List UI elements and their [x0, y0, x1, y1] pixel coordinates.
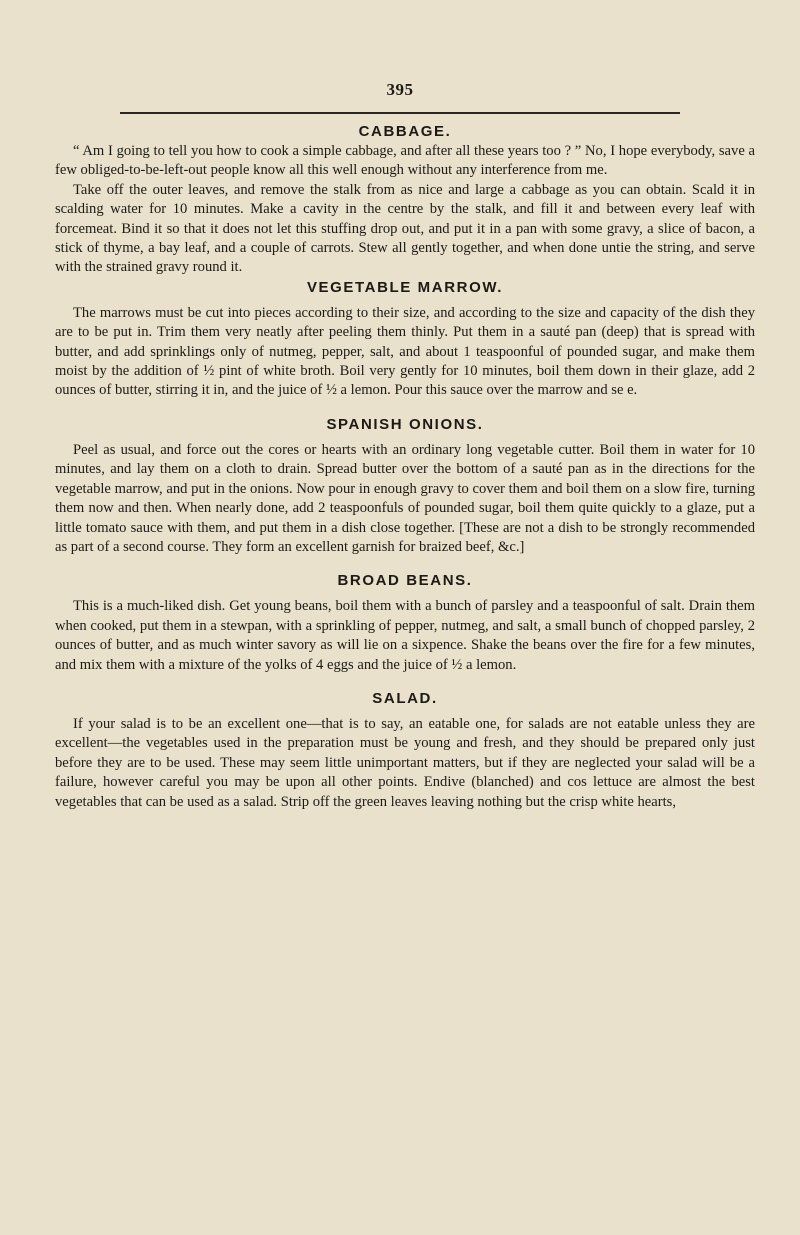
paragraph-spanish-onions: Peel as usual, and force out the cores or hearts with an ordinary long vegetable cutter. Boil them in water for 10 minutes, and lay them on a cloth to drain. Spread butter over the bottom of a sauté pan as in the directions for the vegetable marrow, and put in the onions. Now pour in enough gravy to cover them and boil them on a slow fire, turning them now and then. When nearly done, add 2 teaspoonfuls of pounded sugar, boil them quite quickly to a glaze, put a little tomato sauce with them, and put them in a dish close together. [These are not a dish to be strongly recommended as part of a second course. They form an excellent garnish for braized beef, &c.] — [55, 441, 755, 555]
paragraph-vegetable-marrow: The marrows must be cut into pieces according to their size, and according to the size and capacity of the dish they are to be put in. Trim them very neatly after peeling them thinly. Put them in a sauté pan (deep) that is spread with butter, and add sprinklings only of nutmeg, pepper, salt, and about 1 teaspoonful of pounded sugar, and make them moist by the addition of ½ pint of white broth. Boil very gently for 10 minutes, boil them down in their glaze, add 2 ounces of butter, stirring it in, and the juice of ½ a lemon. Pour this sauce over the marrow and se e. — [55, 304, 755, 399]
paragraph-cabbage-method: Take off the outer leaves, and remove the stalk from as nice and large a cabbage as you can obtain. Scald it in scalding water for 10 minutes. Make a cavity in the centre by the stalk, and fill it and between every leaf with forcemeat. Bind it so that it does not let this stuffing drop out, and put it in a pan with some gravy, a slice of bacon, a stick of thyme, a bay leaf, and a couple of carrots. Stew all gently together, and when done untie the string, and serve with the strained gravy round it. — [55, 181, 755, 276]
paragraph-broad-beans: This is a much-liked dish. Get young beans, boil them with a bunch of parsley and a teaspoonful of salt. Drain them when cooked, put them in a stewpan, with a sprinkling of pepper, nutmeg, and salt, a small bunch of chopped parsley, 2 ounces of butter, and as much winter savory as will lie on a sixpence. Shake the beans over the fire for a few minutes, and mix them with a mixture of the yolks of 4 eggs and the juice of ½ a lemon. — [55, 598, 755, 673]
section-heading-salad: SALAD. — [372, 689, 438, 707]
section-heading-spanish-onions: SPANISH ONIONS. — [326, 415, 484, 433]
section-heading-vegetable-marrow: VEGETABLE MARROW. — [306, 278, 504, 296]
section-heading-broad-beans: BROAD BEANS. — [337, 572, 473, 590]
page-content — [55, 122, 755, 812]
paragraph-salad: If your salad is to be an excellent one—that is to say, an eatable one, for salads are not eatable unless they are excellent—the vegetables used in the preparation must be young and fresh, and they should be prepared only just before they are to be used. These may seem little unimportant matters, but if they are neglected your salad will be a failure, however careful you may be upon all other points. Endive (blanched) and cos lettuce are almost the best vegetables that can be used as a salad. Strip off the green leaves leaving nothing but the crisp white hearts, — [55, 715, 755, 810]
section-heading-cabbage: CABBAGE. — [358, 123, 452, 140]
page-number: 395 — [386, 80, 414, 99]
paragraph-cabbage-intro: “ Am I going to tell you how to cook a simple cabbage, and after all these years too ? ” No, I hope everybody, save a few obliged-to-be-left-out people know all this well enough without any interference from me. — [55, 143, 755, 179]
header-rule — [120, 112, 680, 114]
